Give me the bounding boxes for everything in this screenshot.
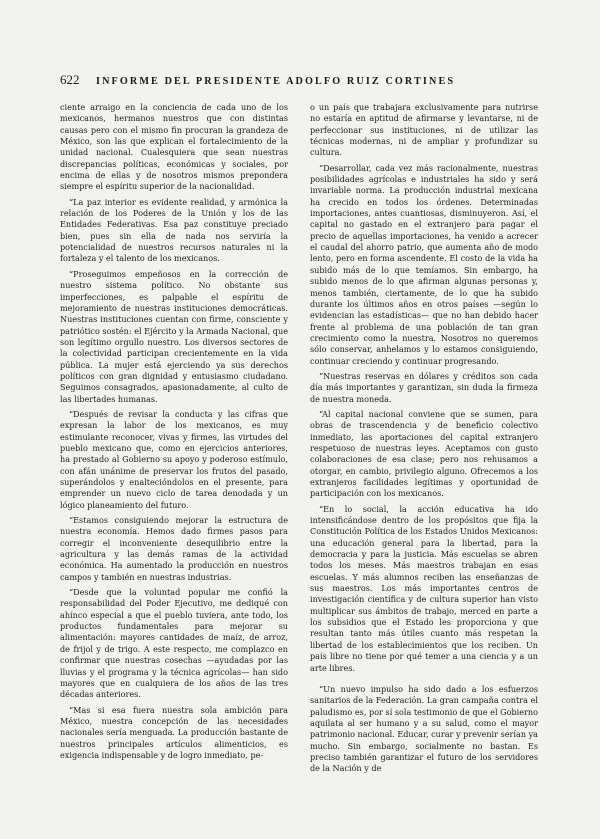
paragraph: “Al capital nacional conviene que se sumen, para obras de trascendencia y de beneficio colectivo inmediato, las aportaciones del capital extranjero respetuoso de nuestras leyes. Aceptamos con gusto colaboraciones de esa clase; pero nos rehusamos a otorgar, en cambio, privilegio alguno. Ofrecemos a los extranjeros facilidades legítimas y oportunidad de participación con los mexicanos. bbox=[310, 408, 538, 499]
page-header bbox=[60, 72, 538, 88]
paragraph: “La paz interior es evidente realidad, y armónica la relación de los Poderes de la Unión y los de las Entidades Federativas. Esa paz constituye preciado bien, pues sin ella de nada nos serviría la potencialidad de nuestros recursos naturales ni la fortaleza y el talento de los mexicanos. bbox=[60, 196, 288, 264]
paragraph: “Proseguimos empeñosos en la corrección de nuestro sistema político. No obstante sus imperfecciones, es palpable el espíritu de mejoramiento de nuestras instituciones democráticas. Nuestras instituciones cuentan con firme, consciente y patriótico sostén: el Ejército y la Armada Nacional, que son legítimo orgullo nuestro. Los diversos sectores de la colectividad participan crecientemente en la vida pública. La mujer está ejerciendo ya sus derechos políticos con gran dignidad y entusiasmo ciudadano. Seguimos consagrados, apasionadamente, al culto de las libertades humanas. bbox=[60, 268, 288, 404]
paragraph: o un país que trabajara exclusivamente para nutrirse no estaría en aptitud de afirmarse y levantarse, ni de perfeccionar sus instituciones, ni de utilizar las técnicas modernas, ni de ampliar y profundizar su cultura. bbox=[310, 102, 538, 158]
paragraph: ciente arraigo en la conciencia de cada uno de los mexicanos, hermanos nuestros que con distintas causas pero con el mismo fin procuran la grandeza de México, son las que explican el fortalecimiento de la unidad nacional. Cualesquiera que sean nuestras discrepancias políticas, económicas y sociales, por encima de ellas y de nosotros mismos prepondera siempre el espíritu superior de la nacionalidad. bbox=[60, 102, 288, 192]
paragraph: “Después de revisar la conducta y las cifras que expresan la labor de los mexicanos, es muy estimulante reconocer, vivas y firmes, las virtudes del pueblo mexicano que, como en ejercicios anteriores, ha prestado al Gobierno su apoyo y poderoso estímulo, con afán unánime de preservar los frutos del pasado, superándolos y enaltecióndolos en el presente, para emprender un nuevo ciclo de tarea denodada y un lógico planeamiento del futuro. bbox=[60, 408, 288, 510]
paragraph: “Desarrollar, cada vez más racionalmente, nuestras posibilidades agrícolas e industriales ha sido y será invariable norma. La producción industrial mexicana ha crecido en todos los órdenes. Determinadas importaciones, antes cuantiosas, disminuyeron. Así, el capital no gastado en el extranjero para pagar el precio de aquellas importaciones, ha venido a acrecer el caudal del ahorro patrio, que aumenta año de modo lento, pero en forma ascendente. El costo de la vida ha subido más de lo que temíamos. Sin embargo, ha subido menos de lo que afirman algunas personas y, menos también, ciertamente, de lo que ha subido durante los últimos años en otros países —según lo evidencian las estadísticas— que no han debido hacer frente al problema de una población de tan gran crecimiento como la nuestra. Nosotros no queremos sólo conservar, anhelamos y lo estamos consiguiendo, continuar creciendo y continuar progresando. bbox=[310, 162, 538, 366]
paragraph: “Un nuevo impulso ha sido dado a los esfuerzos sanitarios de la Federación. La gran campaña contra el paludismo es, por sí sola testimonio de que el Gobierno aquilata al ser humano y a su salud, como el mayor patrimonio nacional. Educar, curar y prevenir serían ya mucho. Sin embargo, socialmente no bastan. Es preciso también garantizar el futuro de los servidores de la Nación y de bbox=[310, 683, 538, 774]
paragraph: “Nuestras reservas en dólares y créditos son cada día más importantes y garantizan, sin duda la firmeza de nuestra moneda. bbox=[310, 370, 538, 404]
page-number: 622 bbox=[60, 72, 80, 87]
paragraph: “Desde que la voluntad popular me confió la responsabilidad del Poder Ejecutivo, me dediqué con ahínco especial a que el pueblo tuviera, ante todo, los productos fundamentales para mejorar su alimentación: mayores cantidades de maíz, de arroz, de frijol y de trigo. A este respecto, me complazco en confirmar que nuestras cosechas —ayudadas por las lluvias y el programa y la técnica agrícolas— han sido mayores que en cualquiera de los años de las tres décadas anteriores. bbox=[60, 587, 288, 700]
paragraph: “Estamos consiguiendo mejorar la estructura de nuestra economía. Hemos dado firmes pasos para corregir el inconveniente desequilibrio entre la agricultura y las demás ramas de la actividad económica. Ha aumentado la producción en nuestros campos y también en nuestras industrias. bbox=[60, 515, 288, 582]
paragraph: “Mas si esa fuera nuestra sola ambición para México, nuestra concepción de las necesidades nacionales sería menguada. La producción bastante de nuestros principales artículos alimenticios, es exigencia indispensable y de logro inmediato, pe- bbox=[60, 704, 288, 760]
running-head: INFORME DEL PRESIDENTE ADOLFO RUIZ CORTINES bbox=[96, 76, 456, 87]
right-column bbox=[310, 102, 538, 779]
paragraph: “En lo social, la acción educativa ha ido intensificándose dentro de los propósitos que fija la Constitución Política de los Estados Unidos Mexicanos: una educación general para la libertad, para la democracia y para la justicia. Más escuelas se abren todos los meses. Más maestros trabajan en esas escuelas. Y más alumnos reciben las enseñanzas de sus maestros. Los más importantes centros de investigación científica y de cultura superior han visto multiplicar sus ámbitos de trabajo, merced en parte a los subsidios que el Estado les proporciona y que resultan tanto más útiles cuanto más respetan la libertad de los establecimientos que los reciben. Un país libre no tiene por qué temer a una ciencia y a un arte libres. bbox=[310, 503, 538, 673]
body-columns bbox=[60, 102, 538, 779]
left-column bbox=[60, 102, 288, 779]
